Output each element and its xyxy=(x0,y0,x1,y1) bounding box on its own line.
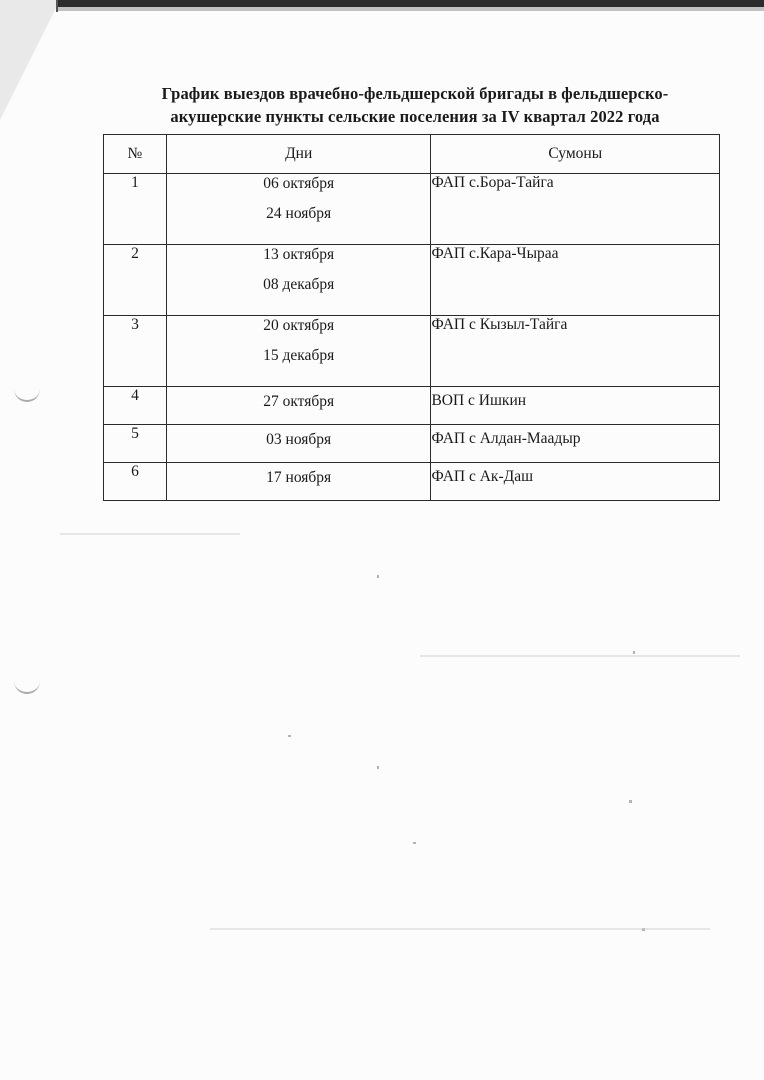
scan-speck xyxy=(629,800,632,803)
title-line-1: График выездов врачебно-фельдшерской бригады в фельдшерско- xyxy=(161,84,669,103)
row-number: 1 xyxy=(104,174,167,245)
scan-corner-shadow xyxy=(0,0,60,120)
scan-speck xyxy=(288,735,291,737)
table-row xyxy=(104,245,720,316)
table-header-row xyxy=(104,135,720,174)
row-sumon: ВОП с Ишкин xyxy=(431,387,720,425)
scan-faint-line xyxy=(420,655,740,657)
table-row xyxy=(104,463,720,501)
visit-date: 13 октября xyxy=(263,246,335,263)
scan-speck xyxy=(633,651,635,654)
row-sumon: ФАП с.Кара-Чыраа xyxy=(431,245,720,316)
schedule-table xyxy=(103,134,720,501)
row-days xyxy=(166,425,431,463)
row-days xyxy=(166,245,431,316)
header-sumons: Сумоны xyxy=(431,135,720,174)
scan-speck xyxy=(413,842,416,844)
row-days xyxy=(166,387,431,425)
scan-speck xyxy=(377,766,379,769)
row-sumon: ФАП с Кызыл-Тайга xyxy=(431,316,720,387)
row-number: 3 xyxy=(104,316,167,387)
visit-date: 03 ноября xyxy=(266,431,332,448)
visit-date: 17 ноября xyxy=(266,469,332,486)
row-days xyxy=(166,174,431,245)
row-days xyxy=(166,463,431,501)
visit-date: 27 октября xyxy=(263,393,335,410)
visit-date: 06 октября xyxy=(263,175,335,192)
row-sumon: ФАП с.Бора-Тайга xyxy=(431,174,720,245)
header-number: № xyxy=(104,135,167,174)
scan-top-edge-shadow xyxy=(58,7,764,11)
visit-date: 24 ноября xyxy=(266,205,332,222)
row-number: 4 xyxy=(104,387,167,425)
table-row xyxy=(104,425,720,463)
table-row xyxy=(104,316,720,387)
row-days xyxy=(166,316,431,387)
visit-date: 15 декабря xyxy=(263,347,335,364)
scan-faint-line xyxy=(60,533,240,535)
title-line-2: акушерские пункты сельские поселения за IV квартал 2022 года xyxy=(170,107,660,126)
visit-date: 08 декабря xyxy=(263,276,335,293)
row-sumon: ФАП с Ак-Даш xyxy=(431,463,720,501)
visit-date: 20 октября xyxy=(263,317,335,334)
header-days: Дни xyxy=(166,135,431,174)
row-number: 2 xyxy=(104,245,167,316)
document-title xyxy=(120,82,710,128)
scan-top-edge xyxy=(58,0,764,7)
row-number: 6 xyxy=(104,463,167,501)
punch-hole-mark xyxy=(14,672,40,694)
scan-faint-line xyxy=(210,928,710,930)
punch-hole-mark xyxy=(14,380,40,402)
row-sumon: ФАП с Алдан-Маадыр xyxy=(431,425,720,463)
table-row xyxy=(104,174,720,245)
table-row xyxy=(104,387,720,425)
row-number: 5 xyxy=(104,425,167,463)
scan-speck xyxy=(377,575,379,578)
